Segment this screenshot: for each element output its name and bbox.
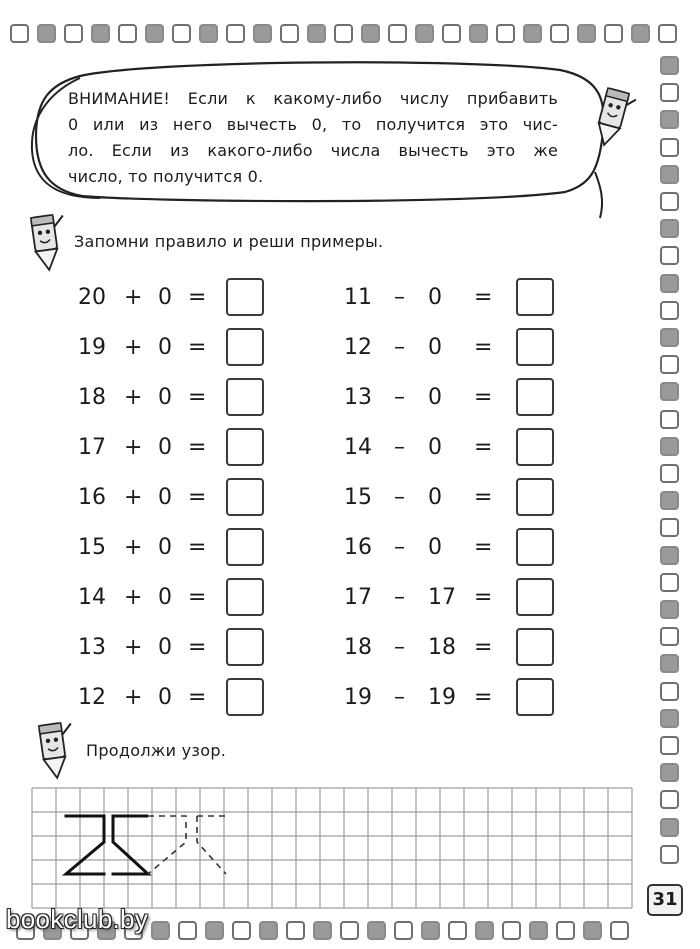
task-instruction: Продолжи узор.: [86, 741, 227, 760]
example-equals: =: [188, 685, 207, 710]
example-operator: –: [394, 335, 405, 360]
example-operand: 0: [428, 435, 442, 460]
example-operator: +: [124, 335, 143, 360]
example-operator: –: [394, 685, 405, 710]
task-instruction: Запомни правило и реши примеры.: [74, 232, 384, 251]
example-operator: –: [394, 435, 405, 460]
example-operand: 14: [78, 585, 106, 610]
example-operator: –: [394, 385, 405, 410]
example-equals: =: [474, 635, 493, 660]
example-equals: =: [474, 485, 493, 510]
example-operator: +: [124, 635, 143, 660]
example-operator: +: [124, 485, 143, 510]
rule-line: ло. Если из какого-либо числа вычесть это же: [68, 141, 558, 160]
example-operator: +: [124, 385, 143, 410]
example-operand: 12: [78, 685, 106, 710]
example-operator: –: [394, 535, 405, 560]
example-operand: 0: [428, 385, 442, 410]
example-operand: 0: [158, 485, 172, 510]
example-operator: +: [124, 685, 143, 710]
example-operand: 18: [344, 635, 372, 660]
watermark-logo: bookclub.by: [6, 904, 149, 934]
rule-line: число, то получится 0.: [68, 167, 264, 186]
example-operator: –: [394, 285, 405, 310]
example-operand: 11: [344, 285, 372, 310]
example-operand: 17: [344, 585, 372, 610]
example-operand: 15: [78, 535, 106, 560]
pattern-dashed-hint: [148, 816, 226, 874]
example-equals: =: [188, 435, 207, 460]
example-operand: 18: [78, 385, 106, 410]
example-operator: –: [394, 585, 405, 610]
example-operand: 16: [344, 535, 372, 560]
example-operand: 0: [158, 635, 172, 660]
example-operand: 16: [78, 485, 106, 510]
example-operand: 19: [78, 335, 106, 360]
example-equals: =: [474, 335, 493, 360]
example-equals: =: [188, 385, 207, 410]
example-operator: +: [124, 585, 143, 610]
rule-line: ВНИМАНИЕ! Если к какому-либо числу прибавить: [68, 89, 558, 108]
example-operator: –: [394, 635, 405, 660]
example-operand: 14: [344, 435, 372, 460]
example-operand: 0: [158, 285, 172, 310]
example-operand: 13: [344, 385, 372, 410]
example-equals: =: [188, 335, 207, 360]
example-operand: 20: [78, 285, 106, 310]
example-operand: 18: [428, 635, 456, 660]
pattern-sample: [66, 816, 148, 874]
example-operand: 0: [158, 335, 172, 360]
page-number: 31: [647, 884, 683, 916]
example-operand: 0: [158, 435, 172, 460]
example-operand: 19: [428, 685, 456, 710]
example-equals: =: [188, 485, 207, 510]
example-operand: 0: [158, 535, 172, 560]
example-operand: 17: [78, 435, 106, 460]
example-equals: =: [188, 585, 207, 610]
example-operand: 0: [428, 485, 442, 510]
example-operand: 0: [158, 385, 172, 410]
example-equals: =: [188, 535, 207, 560]
example-operator: +: [124, 535, 143, 560]
example-equals: =: [474, 535, 493, 560]
example-equals: =: [474, 385, 493, 410]
example-operand: 0: [428, 335, 442, 360]
example-operand: 19: [344, 685, 372, 710]
example-equals: =: [474, 685, 493, 710]
example-equals: =: [474, 435, 493, 460]
example-equals: =: [474, 285, 493, 310]
example-operand: 17: [428, 585, 456, 610]
example-operator: –: [394, 485, 405, 510]
example-operand: 0: [428, 285, 442, 310]
example-operator: +: [124, 285, 143, 310]
example-operand: 12: [344, 335, 372, 360]
example-operand: 0: [158, 585, 172, 610]
example-equals: =: [188, 285, 207, 310]
example-equals: =: [474, 585, 493, 610]
example-operand: 13: [78, 635, 106, 660]
example-operand: 15: [344, 485, 372, 510]
example-operand: 0: [158, 685, 172, 710]
example-equals: =: [188, 635, 207, 660]
rule-line: 0 или из него вычесть 0, то получится это чис-: [68, 115, 558, 134]
example-operator: +: [124, 435, 143, 460]
example-operand: 0: [428, 535, 442, 560]
